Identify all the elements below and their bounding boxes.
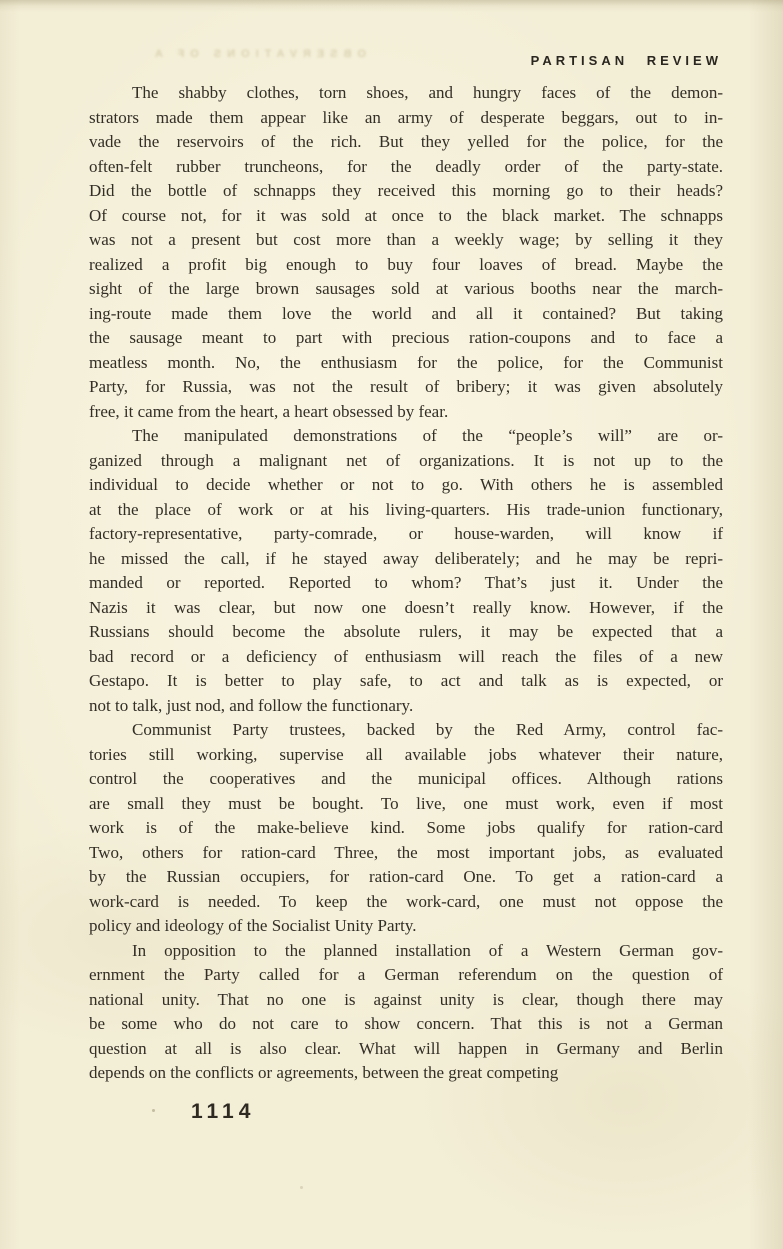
text-line: ganized through a malignant net of organizations. It is not up to the (89, 450, 723, 470)
text-line: ernment the Party called for a German referendum on the question of (89, 965, 723, 984)
text-line: vade the reservoirs of the rich. But they yelled for the police, for the (89, 132, 723, 151)
text-line: strators made them appear like an army of desperate beggars, out to in- (89, 107, 723, 127)
text-line: he missed the call, if he stayed away deliberately; and he may be repri- (89, 548, 723, 568)
show-through-text: OBSERVATIONS OF A (148, 48, 366, 60)
text-line: work-card is needed. To keep the work-card, one must not oppose the (89, 891, 723, 911)
text-line: ing-route made them love the world and all it contained? But taking (89, 303, 723, 323)
text-line: work is of the make-believe kind. Some jobs qualify for ration-card (89, 818, 723, 837)
text-line: national unity. That no one is against unity is clear, though there may (89, 989, 723, 1009)
text-line: policy and ideology of the Socialist Unity Party. (89, 916, 417, 935)
text-line: Did the bottle of schnapps they received this morning go to their heads? (89, 181, 723, 200)
text-line: manded or reported. Reported to whom? That’s just it. Under the (89, 573, 723, 592)
text-line: Party, for Russia, was not the result of bribery; it was given absolutely (89, 377, 723, 396)
text-line: control the cooperatives and the municipal offices. Although rations (89, 769, 723, 788)
page-number: 1114 (191, 1100, 256, 1123)
text-line: often-felt rubber truncheons, for the deadly order of the party-state. (89, 156, 723, 176)
text-line: The shabby clothes, torn shoes, and hungry faces of the demon- (132, 83, 723, 102)
text-line: was not a present but cost more than a weekly wage; by selling it they (89, 230, 723, 249)
text-line: factory-representative, party-comrade, or house-warden, will know if (89, 524, 723, 543)
text-line: Nazis it was clear, but now one doesn’t really know. However, if the (89, 597, 723, 617)
text-line: sight of the large brown sausages sold at various booths near the march- (89, 279, 723, 298)
text-line: Communist Party trustees, backed by the Red Army, control fac- (132, 720, 723, 739)
article-body (89, 81, 723, 1086)
text-line: Two, others for ration-card Three, the most important jobs, as evaluated (89, 842, 723, 862)
text-line: The manipulated demonstrations of the “people’s will” are or- (132, 426, 723, 445)
text-line: by the Russian occupiers, for ration-card One. To get a ration-card a (89, 867, 723, 886)
text-line: tories still working, supervise all available jobs whatever their nature, (89, 744, 723, 764)
text-line: realized a profit big enough to buy four loaves of bread. Maybe the (89, 254, 723, 274)
text-line: the sausage meant to part with precious ration-coupons and to face a (89, 328, 723, 347)
text-line: be some who do not care to show concern. That this is not a German (89, 1014, 723, 1033)
text-line: Of course not, for it was sold at once to the black market. The schnapps (89, 205, 723, 225)
text-line: not to talk, just nod, and follow the functionary. (89, 695, 414, 715)
paper-speck (300, 1186, 303, 1189)
text-line: are small they must be bought. To live, one must work, even if most (89, 793, 723, 813)
text-line: at the place of work or at his living-quarters. His trade-union functionary, (89, 499, 723, 519)
running-header: PARTISAN REVIEW (530, 53, 722, 68)
text-line: meatless month. No, the enthusiasm for the police, for the Communist (89, 352, 723, 372)
paper-speck (152, 1109, 155, 1112)
text-line: individual to decide whether or not to go. With others he is assembled (89, 475, 723, 494)
text-line: question at all is also clear. What will happen in Germany and Berlin (89, 1038, 723, 1058)
text-line: In opposition to the planned installation of a Western German gov- (132, 940, 723, 960)
text-line: Russians should become the absolute rulers, it may be expected that a (89, 622, 723, 641)
text-line: Gestapo. It is better to play safe, to act and talk as is expected, or (89, 671, 723, 690)
text-line: bad record or a deficiency of enthusiasm will reach the files of a new (89, 646, 723, 666)
text-line: depends on the conflicts or agreements, between the great competing (89, 1063, 559, 1082)
text-line: free, it came from the heart, a heart obsessed by fear. (89, 401, 449, 421)
